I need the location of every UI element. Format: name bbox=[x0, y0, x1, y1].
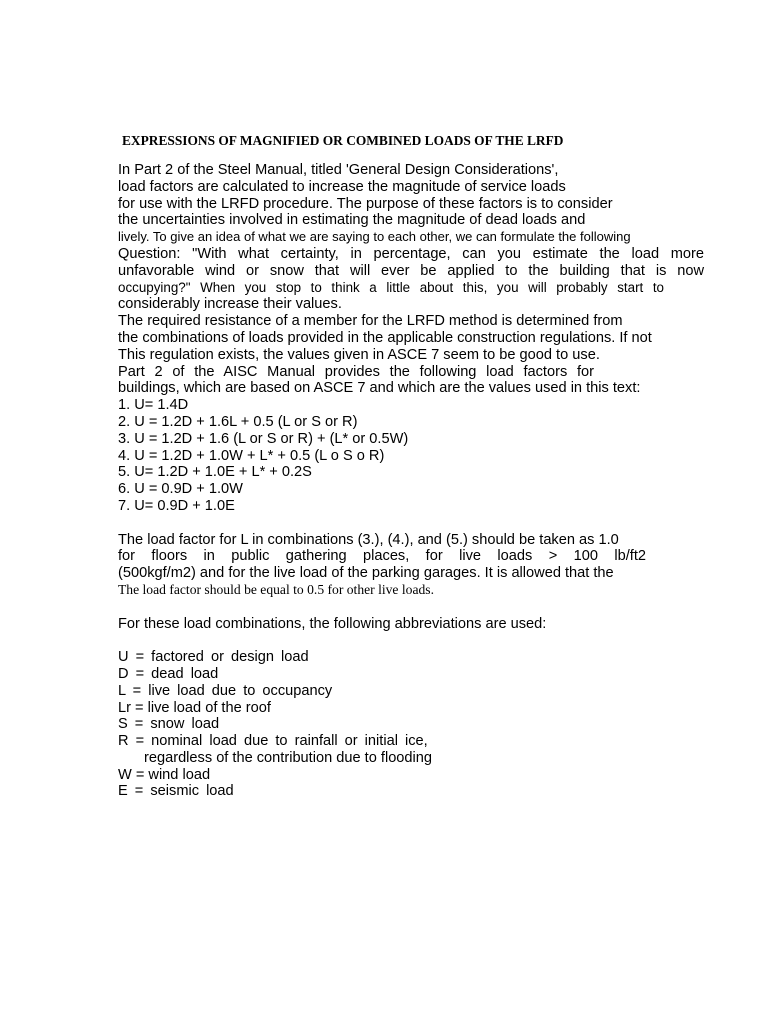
combination-item: 2. U = 1.2D + 1.6L + 0.5 (L or S or R) bbox=[118, 413, 358, 430]
intro-line: This regulation exists, the values given in ASCE 7 seem to be good to use. bbox=[118, 346, 600, 363]
combination-item: 3. U = 1.2D + 1.6 (L or S or R) + (L* or 0.5W) bbox=[118, 430, 409, 447]
abbreviation-item: S = snow load bbox=[118, 716, 220, 733]
abbreviation-item: regardless of the contribution due to flooding bbox=[144, 749, 433, 766]
intro-line: the combinations of loads provided in the applicable construction regulations. If not bbox=[118, 329, 652, 346]
intro-line: unfavorable wind or snow that will ever be applied to the building that is now bbox=[118, 262, 704, 279]
document-title: EXPRESSIONS OF MAGNIFIED OR COMBINED LOADS OF THE LRFD bbox=[122, 133, 564, 148]
factor-line: The load factor for L in combinations (3.), (4.), and (5.) should be taken as 1.0 bbox=[118, 531, 619, 548]
factor-line: The load factor should be equal to 0.5 for other live loads. bbox=[118, 581, 434, 597]
intro-line: lively. To give an idea of what we are saying to each other, we can formulate the following bbox=[118, 229, 631, 245]
abbreviation-item: Lr = live load of the roof bbox=[118, 699, 271, 716]
combination-item: 7. U= 0.9D + 1.0E bbox=[118, 497, 235, 514]
abbreviation-item: U = factored or design load bbox=[118, 649, 309, 666]
abbreviation-item: E = seismic load bbox=[118, 783, 234, 800]
abbreviation-item: W = wind load bbox=[118, 766, 211, 783]
abbreviation-item: D = dead load bbox=[118, 665, 219, 682]
intro-line: In Part 2 of the Steel Manual, titled 'General Design Considerations', bbox=[118, 162, 559, 178]
intro-line: The required resistance of a member for the LRFD method is determined from bbox=[118, 313, 623, 330]
intro-line: Part 2 of the AISC Manual provides the following load factors for bbox=[118, 363, 594, 380]
intro-line: for use with the LRFD procedure. The purpose of these factors is to consider bbox=[118, 195, 613, 212]
combination-item: 1. U= 1.4D bbox=[118, 397, 189, 414]
intro-line: load factors are calculated to increase the magnitude of service loads bbox=[118, 178, 566, 195]
paragraph-gap bbox=[118, 599, 708, 616]
paragraph-gap bbox=[118, 515, 708, 532]
document-body bbox=[118, 162, 708, 800]
abbreviation-item: L = live load due to occupancy bbox=[118, 682, 333, 699]
intro-line: considerably increase their values. bbox=[118, 296, 342, 313]
combination-item: 6. U = 0.9D + 1.0W bbox=[118, 481, 243, 498]
intro-line: the uncertainties involved in estimating the magnitude of dead loads and bbox=[118, 212, 586, 229]
combination-item: 4. U = 1.2D + 1.0W + L* + 0.5 (L o S o R) bbox=[118, 447, 385, 464]
abbreviation-item: R = nominal load due to rainfall or initial ice, bbox=[118, 733, 428, 750]
factor-line: for floors in public gathering places, for live loads > 100 lb/ft2 bbox=[118, 548, 646, 565]
intro-line: Question: "With what certainty, in percentage, can you estimate the load more bbox=[118, 245, 704, 262]
factor-line: (500kgf/m2) and for the live load of the parking garages. It is allowed that the bbox=[118, 565, 614, 582]
paragraph-gap bbox=[118, 632, 708, 649]
abbreviations-intro: For these load combinations, the following abbreviations are used: bbox=[118, 615, 547, 632]
intro-line: occupying?" When you stop to think a little about this, you will probably start to bbox=[118, 279, 664, 295]
intro-line: buildings, which are based on ASCE 7 and which are the values used in this text: bbox=[118, 380, 641, 397]
combination-item: 5. U= 1.2D + 1.0E + L* + 0.2S bbox=[118, 464, 312, 481]
